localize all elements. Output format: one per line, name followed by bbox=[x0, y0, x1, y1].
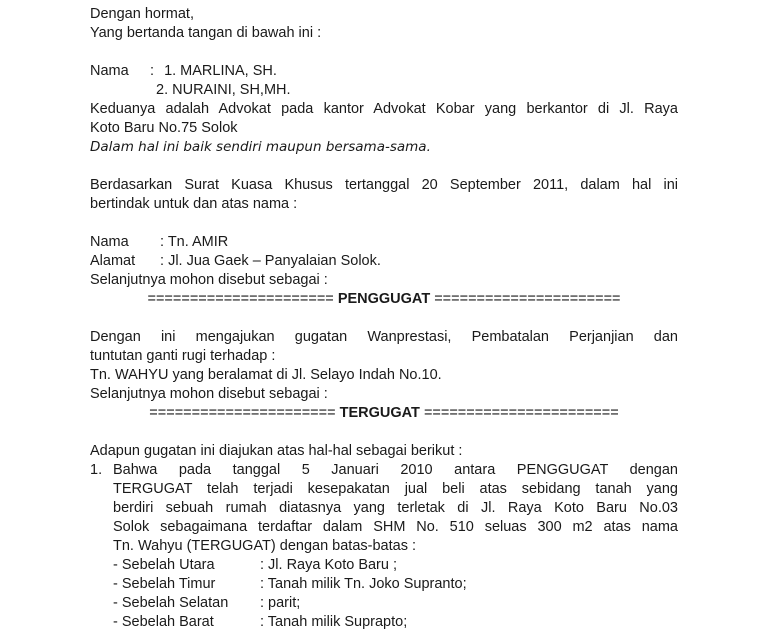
plaintiff-address-value: : Jl. Jua Gaek – Panyalaian Solok. bbox=[160, 253, 381, 269]
advocate-desc-line-1: Keduanya adalah Advokat pada kantor Advokat Kobar yang berkantor di Jl. Raya bbox=[90, 101, 678, 117]
defendant-role: TERGUGAT bbox=[339, 405, 420, 421]
advocate-desc-line-2: Koto Baru No.75 Solok bbox=[90, 120, 238, 136]
name-colon: : bbox=[150, 63, 155, 79]
boundary-row bbox=[90, 556, 678, 575]
ground-1-line-3: berdiri sebuah rumah diatasnya yang terletak di Jl. Raya Koto Baru No.03 bbox=[113, 500, 678, 516]
ground-1-line-1 bbox=[90, 461, 678, 480]
sep-left: ====================== bbox=[149, 405, 336, 421]
boundary-value: : Tanah milik Suprapto; bbox=[260, 614, 408, 630]
advocate-second: 2. NURAINI, SH,MH. bbox=[156, 82, 291, 98]
ground-1-line-5: Tn. Wahyu (TERGUGAT) dengan batas-batas : bbox=[113, 538, 417, 554]
plaintiff-name-value: : Tn. AMIR bbox=[160, 234, 229, 250]
claim-line-2: tuntutan ganti rugi terhadap : bbox=[90, 348, 276, 364]
name-label: Nama bbox=[90, 63, 129, 79]
boundary-side: - Sebelah Timur bbox=[113, 576, 216, 592]
defendant-line: Tn. WAHYU yang beralamat di Jl. Selayo Indah No.10. bbox=[90, 367, 442, 383]
ground-number: 1. bbox=[90, 462, 103, 478]
boundary-side: - Sebelah Barat bbox=[113, 614, 214, 630]
plaintiff-refer: Selanjutnya mohon disebut sebagai : bbox=[90, 272, 328, 288]
ground-1-line-2: TERGUGAT telah terjadi kesepakatan jual beli atas sebidang tanah yang bbox=[113, 481, 678, 497]
sep-right: ======================= bbox=[423, 405, 619, 421]
boundary-row bbox=[90, 575, 678, 594]
salutation: Dengan hormat, bbox=[90, 6, 194, 22]
legal-document bbox=[90, 5, 678, 632]
plaintiff-address-row bbox=[90, 252, 678, 271]
boundary-row bbox=[90, 613, 678, 632]
plaintiff-name-row bbox=[90, 233, 678, 252]
sep-left: ====================== bbox=[147, 291, 334, 307]
claim-line-1: Dengan ini mengajukan gugatan Wanprestasi, Pembatalan Perjanjian dan bbox=[90, 329, 678, 345]
defendant-refer: Selanjutnya mohon disebut sebagai : bbox=[90, 386, 328, 402]
plaintiff-address-label: Alamat bbox=[90, 253, 136, 269]
plaintiff-role: PENGGUGAT bbox=[337, 291, 431, 307]
advocate-first: 1. MARLINA, SH. bbox=[164, 63, 277, 79]
grounds-intro: Adapun gugatan ini diajukan atas hal-hal sebagai berikut : bbox=[90, 443, 463, 459]
boundary-side: - Sebelah Selatan bbox=[113, 595, 229, 611]
power-line-1: Berdasarkan Surat Kuasa Khusus tertanggal 20 September 2011, dalam hal ini bbox=[90, 177, 678, 193]
boundary-value: : Jl. Raya Koto Baru ; bbox=[260, 557, 398, 573]
power-line-2: bertindak untuk dan atas nama : bbox=[90, 196, 298, 212]
boundary-value: : Tanah milik Tn. Joko Supranto; bbox=[260, 576, 467, 592]
sep-right: ====================== bbox=[434, 291, 621, 307]
boundary-side: - Sebelah Utara bbox=[113, 557, 215, 573]
boundary-row bbox=[90, 594, 678, 613]
boundary-value: : parit; bbox=[260, 595, 301, 611]
plaintiff-name-label: Nama bbox=[90, 234, 129, 250]
advocate-note: Dalam hal ini baik sendiri maupun bersama-sama. bbox=[90, 139, 431, 155]
plaintiff-separator bbox=[90, 290, 678, 309]
ground-1-line-4: Solok sebagaimana terdaftar dalam SHM No. 510 seluas 300 m2 atas nama bbox=[113, 519, 678, 535]
advocate-name-row bbox=[90, 62, 678, 81]
ground-text: Bahwa pada tanggal 5 Januari 2010 antara PENGGUGAT dengan bbox=[113, 462, 678, 478]
defendant-separator bbox=[90, 404, 678, 423]
intro-line: Yang bertanda tangan di bawah ini : bbox=[90, 25, 322, 41]
